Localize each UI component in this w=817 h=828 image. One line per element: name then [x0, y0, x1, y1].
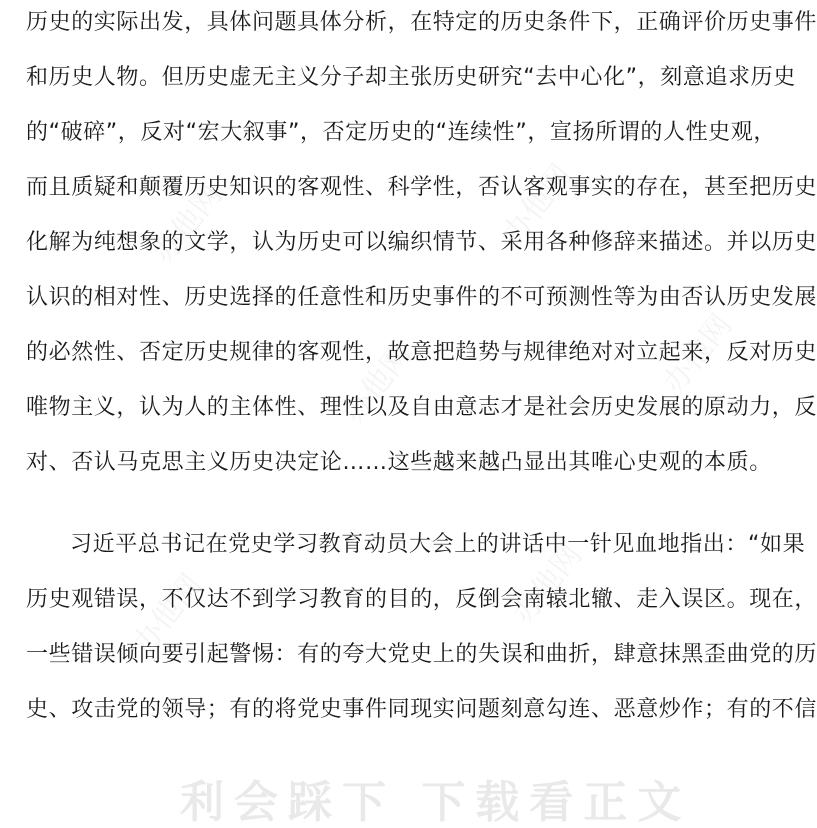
- watermark: 办他网: [146, 177, 230, 271]
- paragraph1-line-7: 的必然性、否定历史规律的客观性，故意把趋势与规律绝对对立起来，反对历史: [26, 340, 817, 365]
- paragraph1-line-5: 化解为纯想象的文学，认为历史可以编织情节、采用各种修辞来描述。并以历史: [26, 230, 817, 255]
- watermark: 办他网: [336, 337, 420, 431]
- paragraph2-line-3: 一些错误倾向要引起警惕：有的夸大党史上的失误和曲折，肆意抹黑歪曲党的历: [26, 642, 817, 667]
- paragraph1-line-3: 的“破碎”，反对“宏大叙事”，否定历史的“连续性”，宣扬所谓的人性史观，: [26, 120, 776, 145]
- paragraph1-line-9: 对、否认马克思主义历史决定论……这些越来越凸显出其唯心史观的本质。: [26, 450, 772, 475]
- paragraph1-line-2: 和历史人物。但历史虚无主义分子却主张历史研究“去中心化”，刻意追求历史: [26, 65, 796, 90]
- paragraph2-line-4: 史、攻击党的领导；有的将党史事件同现实问题刻意勾连、恶意炒作；有的不信: [26, 697, 817, 722]
- watermark: 办他网: [496, 157, 580, 251]
- paragraph1-line-8: 唯物主义，认为人的主体性、理性以及自由意志才是社会历史发展的原动力，反: [26, 395, 817, 420]
- paragraph1-line-4: 而且质疑和颠覆历史知识的客观性、科学性，否认客观事实的存在，甚至把历史: [26, 175, 817, 200]
- paragraph1-line-6: 认识的相对性、历史选择的任意性和历史事件的不可预测性等为由否认历史发展: [26, 285, 817, 310]
- paragraph2-line-2: 历史观错误，不仅达不到学习教育的目的，反倒会南辕北辙、走入误区。现在，: [26, 587, 817, 612]
- watermark: 办他网: [126, 567, 210, 661]
- paragraph2-line-1: 习近平总书记在党史学习教育动员大会上的讲话中一针见血地指出：“如果: [70, 532, 806, 557]
- watermark: 办他网: [506, 537, 590, 631]
- watermark: 办他网: [656, 307, 740, 401]
- paragraph1-line-1: 历史的实际出发，具体问题具体分析，在特定的历史条件下，正确评价历史事件: [26, 10, 817, 35]
- cutoff-banner: 利会踩下 下载看正文: [180, 777, 692, 828]
